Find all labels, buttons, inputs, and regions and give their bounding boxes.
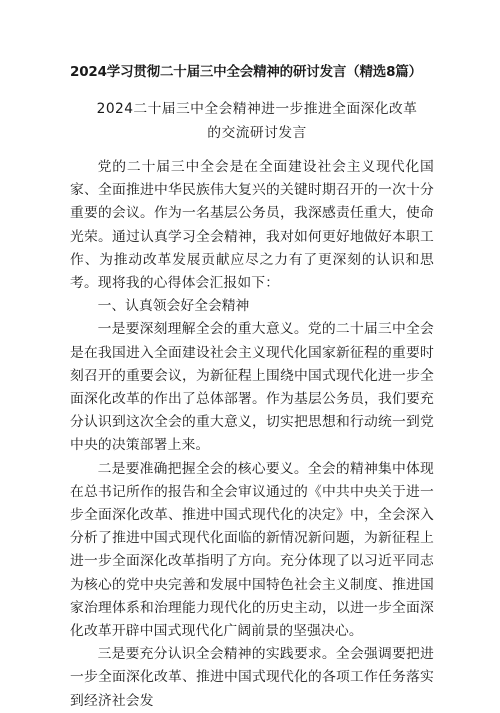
body-paragraph-3: 三是要充分认识全会精神的实践要求。全会强调要把进一步全面深化改革、推进中国式现代化的各项工作任务落实到经济社会发 [70,646,434,709]
section-heading-1: 一、认真领会好全会精神 [97,298,250,315]
document-body [70,156,434,713]
speech-subtitle-line-1: 2024二十届三中全会精神进一步推进全面深化改革 [96,101,418,117]
document-title: 2024学习贯彻二十届三中全会精神的研讨发言（精选8篇） [70,64,422,80]
body-paragraph-2: 二是要准确把握全会的核心要义。全会的精神集中体现在总书记所作的报告和全会审议通过的《中共中央关于进一步全面深化改革、推进中国式现代化的决定》中，全会深入分析了推进中国式现代化面临的新情况新问题，为新征程上进一步全面深化改革指明了方向。充分体现了以习近平同志为核心的党中央完善和发展中国特色社会主义制度、推进国家治理体系和治理能力现代化的历史主动，以进一步全面深化改革开辟中国式现代化广阔前景的坚强决心。 [70,460,434,640]
speech-subtitle [70,97,434,145]
intro-paragraph: 党的二十届三中全会是在全面建设社会主义现代化国家、全面推进中华民族伟大复兴的关键时期召开的一次十分重要的会议。作为一名基层公务员，我深感责任重大，使命光荣。通过认真学习全会精神，我对如何更好地做好本职工作、为推动改革发展贡献应尽之力有了更深刻的认识和思考。现将我的心得体会汇报如下： [70,159,434,292]
speech-subtitle-line-2: 的交流研讨发言 [207,125,307,141]
body-paragraph-1: 一是要深刻理解全会的重大意义。党的二十届三中全会是在我国进入全面建设社会主义现代化国家新征程的重要时刻召开的重要会议，为新征程上围绕中国式现代化进一步全面深化改革的作出了总体部署。作为基层公务员，我们要充分认识到这次全会的重大意义，切实把思想和行动统一到党中央的决策部署上来。 [70,321,434,454]
